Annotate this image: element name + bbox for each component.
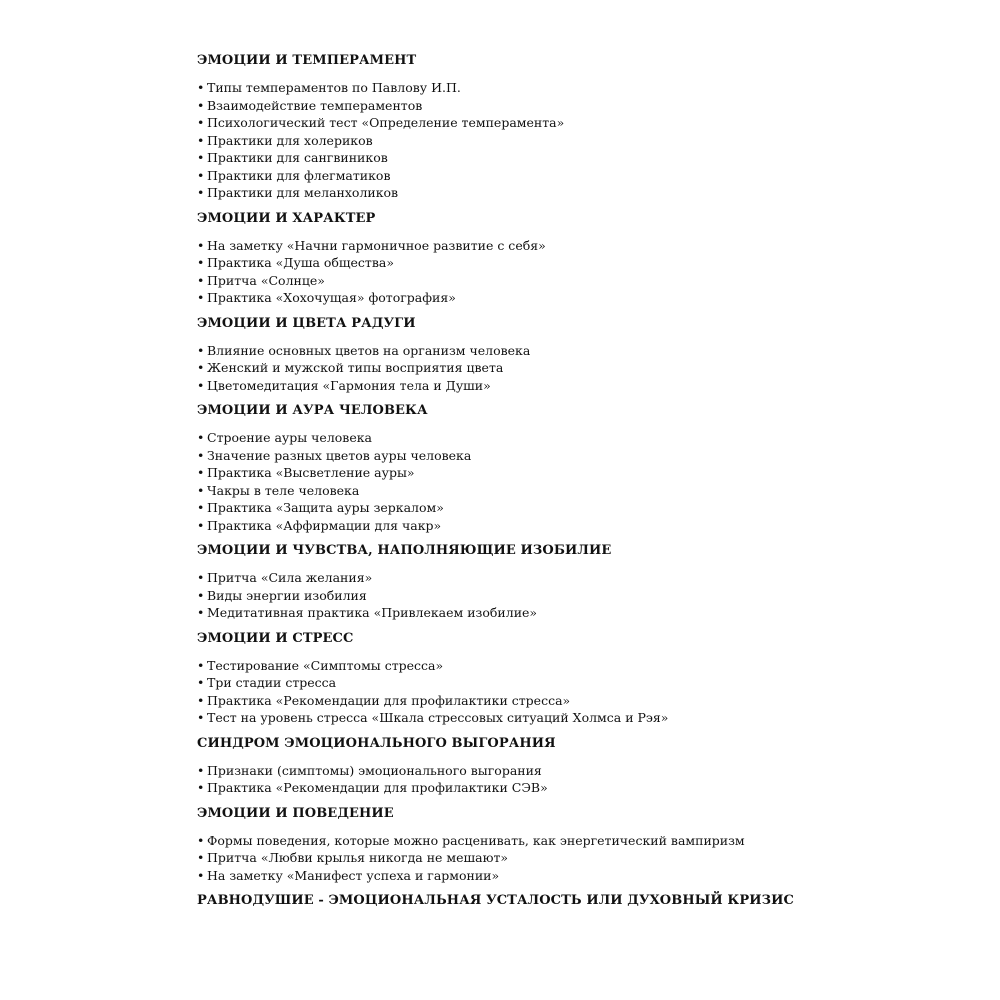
list-item: • Практики для сангвиников [197,149,977,167]
list-item: • Типы темпераментов по Павлову И.П. [197,79,977,97]
list-item: • Психологический тест «Определение темперамента» [197,114,977,132]
list-item: • Притча «Сила желания» [197,569,977,587]
list-item: • Тест на уровень стресса «Шкала стрессовых ситуаций Холмса и Рэя» [197,709,977,727]
section-heading: ЭМОЦИИ И СТРЕСС [197,630,354,646]
list-item: • Практика «Аффирмации для чакр» [197,517,977,535]
list-item: • На заметку «Начни гармоничное развитие с себя» [197,237,977,255]
list-item: • Чакры в теле человека [197,482,977,500]
list-item: • Тестирование «Симптомы стресса» [197,657,977,675]
list-item: • Практики для холериков [197,132,977,150]
toc-section [197,630,977,727]
section-heading: ЭМОЦИИ И ПОВЕДЕНИЕ [197,805,394,821]
list-item: • Практика «Рекомендации для профилактики стресса» [197,692,977,710]
section-heading: ЭМОЦИИ И ЧУВСТВА, НАПОЛНЯЮЩИЕ ИЗОБИЛИЕ [197,543,612,558]
list-item: • Строение ауры человека [197,429,977,447]
toc-section [197,402,977,534]
list-item: • Цветомедитация «Гармония тела и Души» [197,377,977,395]
toc-section [197,735,977,797]
section-item-list [197,832,977,885]
section-item-list [197,657,977,727]
list-item: • На заметку «Манифест успеха и гармонии» [197,867,977,885]
list-item: • Практика «Высветление ауры» [197,464,977,482]
toc-section [197,52,977,202]
list-item: • Практика «Хохочущая» фотография» [197,289,977,307]
table-of-contents [197,52,977,919]
section-heading: РАВНОДУШИЕ - ЭМОЦИОНАЛЬНАЯ УСТАЛОСТЬ ИЛИ ДУХОВНЫЙ КРИЗИС [197,893,794,908]
list-item: • Притча «Солнце» [197,272,977,290]
list-item: • Значение разных цветов ауры человека [197,447,977,465]
toc-section [197,210,977,307]
section-heading: ЭМОЦИИ И ХАРАКТЕР [197,210,376,226]
list-item: • Практики для флегматиков [197,167,977,185]
section-item-list [197,762,977,797]
toc-section [197,805,977,885]
list-item: • Женский и мужской типы восприятия цвета [197,359,977,377]
list-item: • Виды энергии изобилия [197,587,977,605]
list-item: • Практики для меланхоликов [197,184,977,202]
list-item: • Формы поведения, которые можно расценивать, как энергетический вампиризм [197,832,977,850]
list-item: • Влияние основных цветов на организм человека [197,342,977,360]
section-heading: ЭМОЦИИ И ЦВЕТА РАДУГИ [197,315,416,331]
list-item: • Практика «Душа общества» [197,254,977,272]
section-item-list [197,79,977,202]
list-item: • Три стадии стресса [197,674,977,692]
section-item-list [197,237,977,307]
section-item-list [197,342,977,395]
toc-section [197,892,977,910]
section-heading: СИНДРОМ ЭМОЦИОНАЛЬНОГО ВЫГОРАНИЯ [197,735,556,751]
section-heading: ЭМОЦИИ И ТЕМПЕРАМЕНТ [197,53,417,68]
list-item: • Признаки (симптомы) эмоционального выгорания [197,762,977,780]
list-item: • Медитативная практика «Привлекаем изобилие» [197,604,977,622]
list-item: • Притча «Любви крылья никогда не мешают» [197,849,977,867]
toc-section [197,542,977,622]
list-item: • Практика «Рекомендации для профилактики СЭВ» [197,779,977,797]
list-item: • Практика «Защита ауры зеркалом» [197,499,977,517]
list-item: • Взаимодействие темпераментов [197,97,977,115]
section-item-list [197,569,977,622]
toc-section [197,315,977,395]
section-heading: ЭМОЦИИ И АУРА ЧЕЛОВЕКА [197,403,428,418]
section-item-list [197,429,977,534]
